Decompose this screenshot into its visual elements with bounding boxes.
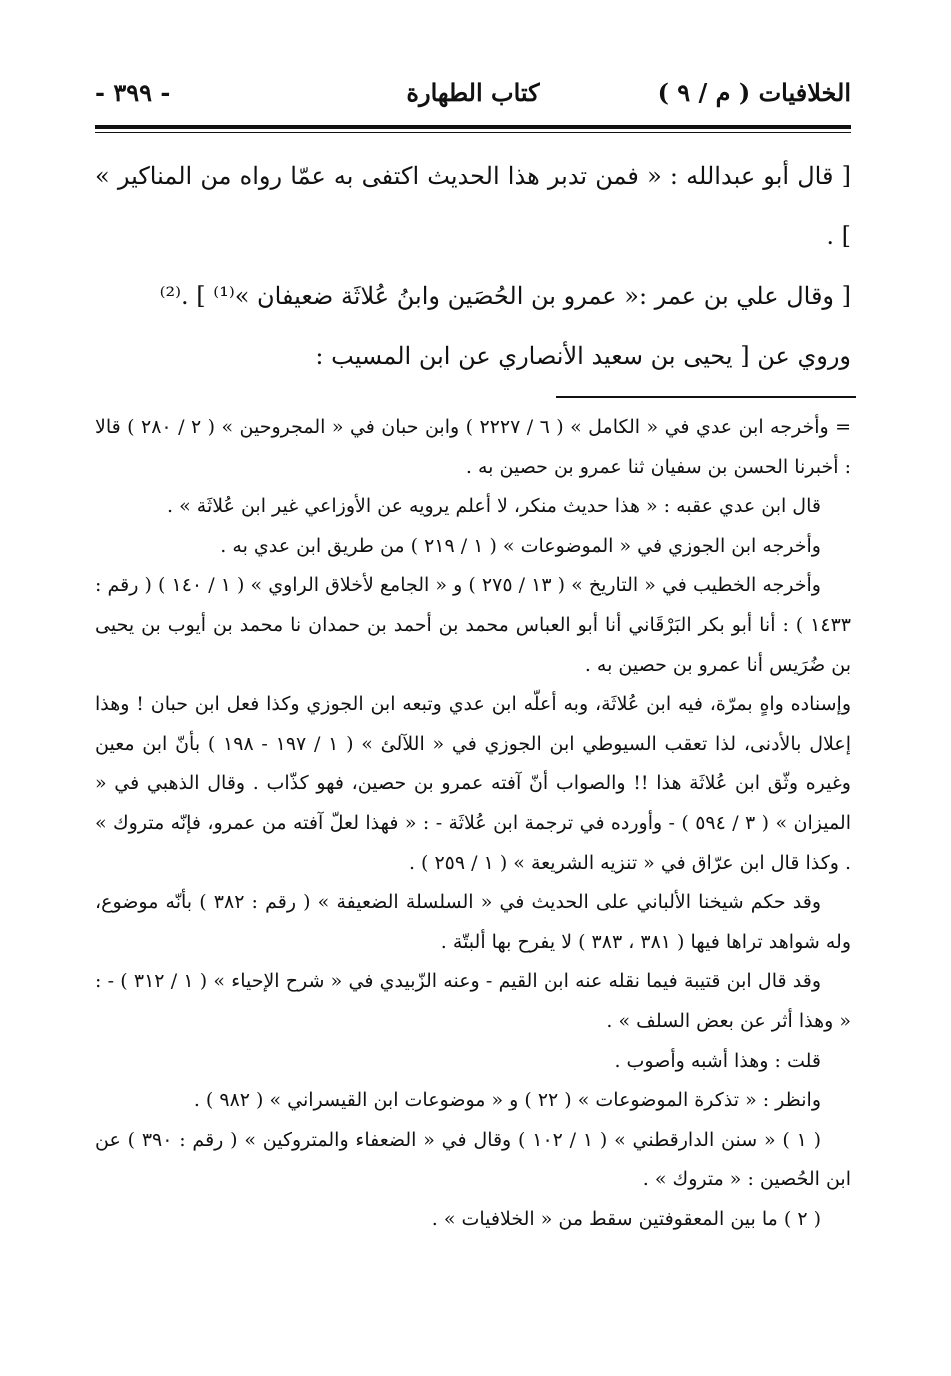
footnote-paragraph: وقد قال ابن قتيبة فيما نقله عنه ابن القيم - وعنه الزّبيدي في « شرح الإحياء » ( ١ / ٣١٢ ) - : « وهذا أثر عن بعض السلف » . <box>95 970 851 1032</box>
footnote-paragraph: قال ابن عدي عقبه : « هذا حديث منكر، لا أعلم يرويه عن الأوزاعي غير ابن عُلاثَة » . <box>167 495 821 518</box>
page-number: - ٣٩٩ - <box>95 78 171 107</box>
footnote-paragraph: وأخرجه الخطيب في « التاريخ » ( ١٣ / ٢٧٥ ) و « الجامع لأخلاق الراوي » ( ١ / ١٤٠ ) ( رقم : ١٤٣٣ ) : أنا أبو بكر البَرْقَاني أنا أبو العباس محمد بن أحمد بن حمدان نا محمد بن أيوب بن يحيى بن ضُرَيس أنا عمرو بن حصين به . <box>95 574 851 676</box>
footnote-1: ( ١ ) « سنن الدارقطني » ( ١ / ١٠٢ ) وقال في « الضعفاء والمتروكين » ( رقم : ٣٩٠ ) عن ابن الحُصين : « متروك » . <box>95 1128 851 1191</box>
running-title: الخلافيات ( م / ٩ ) <box>657 78 851 107</box>
main-paragraph: [ قال أبو عبدالله : « فمن تدبر هذا الحديث اكتفى به عمّا رواه من المناكير » ] . <box>95 162 851 250</box>
footnote-paragraph: = وأخرجه ابن عدي في « الكامل » ( ٦ / ٢٢٢٧ ) وابن حبان في « المجروحين » ( ٢ / ٢٨٠ ) قالا : أخبرنا الحسن بن سفيان ثنا عمرو بن حصين به . <box>95 416 852 478</box>
footnote-separator <box>556 396 856 398</box>
footnotes <box>95 408 851 1239</box>
main-paragraph: [ وقال علي بن عمر :« عمرو بن الحُصَين وابنُ عُلاثَة ضعيفان »⁽¹⁾ ] .⁽²⁾ <box>159 282 851 310</box>
footnote-2: ( ٢ ) ما بين المعقوفتين سقط من « الخلافيات » . <box>431 1207 821 1230</box>
header-rule-thick <box>95 125 851 129</box>
main-text <box>95 146 851 386</box>
footnote-paragraph: وقد حكم شيخنا الألباني على الحديث في « السلسلة الضعيفة » ( رقم : ٣٨٢ ) بأنّه موضوع، وله شواهد تراها فيها ( ٣٨١ ، ٣٨٣ ) لا يفرح بها ألبتّة . <box>95 891 851 953</box>
footnote-paragraph: قلت : وهذا أشبه وأصوب . <box>614 1049 821 1072</box>
footnote-paragraph: وانظر : « تذكرة الموضوعات » ( ٢٢ ) و « موضوعات ابن القيسراني » ( ٩٨٢ ) . <box>193 1089 821 1112</box>
header-rule-thin <box>95 132 851 133</box>
footnote-paragraph: وإسناده واهٍ بمرّة، فيه ابن عُلاثَة، وبه أعلّه ابن عدي وتبعه ابن الجوزي وكذا فعل ابن حبان ! وهذا إعلال بالأدنى، لذا تعقب السيوطي ابن الجوزي في « اللآلئ » ( ١ / ١٩٧ - ١٩٨ ) بأنّ ابن معين وغيره وثّق ابن عُلاثَة هذا !! والصواب أنّ آفته عمرو بن حصين، فهو كذّاب . وقال الذهبي في « الميزان » ( ٣ / ٥٩٤ ) - وأورده في ترجمة ابن عُلاثَة - : « فهذا لعلّ آفته من عمرو، فإنّه متروك » . وكذا قال ابن عرّاق في « تنزيه الشريعة » ( ١ / ٢٥٩ ) . <box>95 693 851 874</box>
main-paragraph: وروي عن [ يحيى بن سعيد الأنصاري عن ابن المسيب : <box>315 342 851 370</box>
chapter-title: كتاب الطهارة <box>406 78 540 107</box>
footnote-paragraph: وأخرجه ابن الجوزي في « الموضوعات » ( ١ / ٢١٩ ) من طريق ابن عدي به . <box>220 534 821 557</box>
page-header <box>95 78 851 118</box>
